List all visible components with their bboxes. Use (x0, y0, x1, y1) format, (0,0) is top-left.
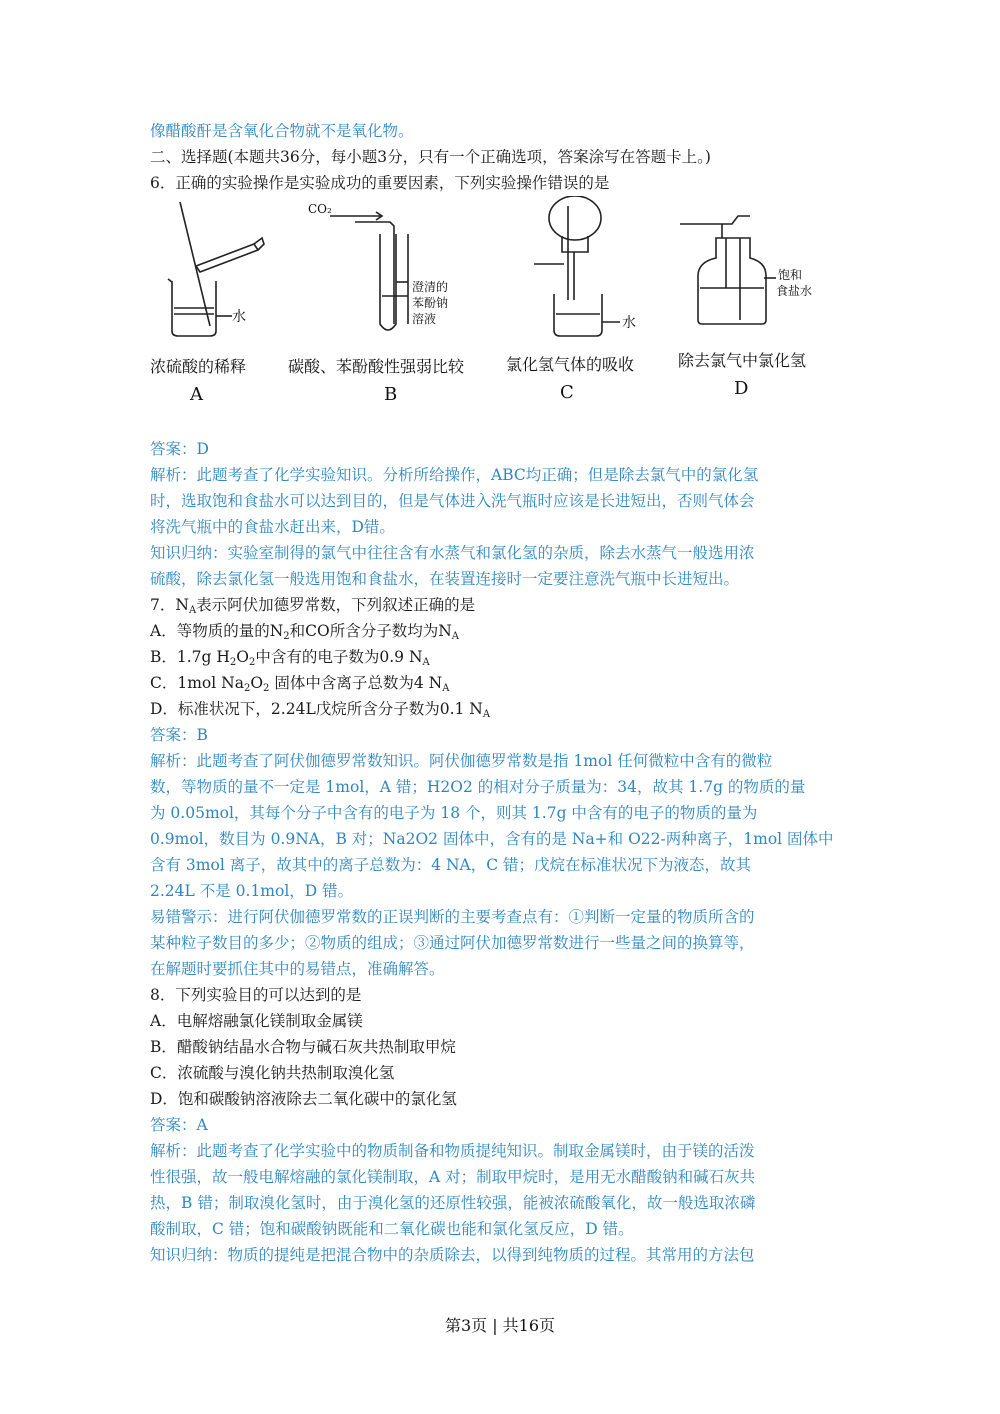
question-6: 6．正确的实验操作是实验成功的重要因素，下列实验操作错误的是 (150, 174, 610, 192)
option-b: B．醋酸钠结晶水合物与碱石灰共热制取甲烷 (150, 1038, 456, 1056)
question-7: 7．$N_A$表示阿伏加德罗常数，下列叙述正确的是 (150, 596, 476, 616)
letter-d: D (734, 378, 749, 399)
analysis-line: 0.9mol，数目为 0.9NA，B 对；Na2O2 固体中，含有的是 Na+和 O22-两种离子，1mol 固体中 (150, 830, 834, 848)
caption-a: 浓硫酸的稀释 (150, 357, 247, 376)
option-a: A．电解熔融氯化镁制取金属镁 (150, 1012, 363, 1030)
graduated-cylinder (196, 244, 258, 272)
warning-line: 某种粒子数目的多少；②物质的组成；③通过阿伏加德罗常数进行一些量之间的换算等， (150, 934, 755, 952)
warning-line: 易错警示：进行阿伏伽德罗常数的正误判断的主要考查点有：①判断一定量的物质所含的 (150, 908, 755, 926)
flask-c (549, 196, 601, 240)
answer-7: 答案：B (150, 726, 208, 744)
option-d: D．饱和碳酸钠溶液除去二氧化碳中的氯化氢 (150, 1090, 457, 1108)
option-b: B．1.7g $H_2O_2$中含有的电子数为0.9 $N_A$ (150, 648, 430, 668)
answer-6: 答案：D (150, 440, 209, 458)
label-d1: 饱和 (778, 268, 803, 282)
label-d2: 食盐水 (776, 284, 813, 298)
option-c: C．浓硫酸与溴化钠共热制取溴化氢 (150, 1064, 395, 1082)
experiment-figure (150, 196, 870, 420)
analysis-line: 性很强，故一般电解熔融的氯化镁制取，A 对；制取甲烷时，是用无水醋酸钠和碱石灰共 (150, 1168, 756, 1186)
label-co2: CO₂ (308, 202, 332, 216)
letter-a: A (190, 384, 203, 405)
analysis-line: 含有 3mol 离子，故其中的离子总数为：4 NA，C 错；戊烷在标准状况下为液态，故其 (150, 856, 752, 874)
section-heading: 二、选择题(本题共36分，每小题3分，只有一个正确选项，答案涂写在答题卡上。) (150, 148, 711, 166)
knowledge-line: 知识归纳：实验室制得的氯气中往往含有水蒸气和氯化氢的杂质，除去水蒸气一般选用浓 (150, 544, 755, 562)
analysis-line: 数，等物质的量不一定是 1mol，A 错；H2O2 的相对分子质量为：34，故其 1.7g 的物质的量 (150, 778, 806, 796)
analysis-line: 2.24L 不是 0.1mol，D 错。 (150, 882, 354, 900)
knowledge-line: 知识归纳：物质的提纯是把混合物中的杂质除去，以得到纯物质的过程。其常用的方法包 (150, 1246, 755, 1264)
warning-line: 在解题时要抓住其中的易错点，准确解答。 (150, 960, 445, 978)
label-water-a: 水 (232, 309, 246, 325)
caption-b: 碳酸、苯酚酸性强弱比较 (288, 357, 465, 376)
letter-b: B (384, 384, 398, 405)
caption-c: 氯化氢气体的吸收 (506, 355, 635, 374)
analysis-line: 解析：此题考查了化学实验中的物质制备和物质提纯知识。制取金属镁时，由于镁的活泼 (150, 1142, 755, 1160)
answer-8: 答案：A (150, 1116, 208, 1134)
analysis-line: 解析：此题考查了化学实验知识。分析所给操作，ABC均正确；但是除去氯气中的氯化氢 (150, 466, 759, 484)
analysis-line: 将洗气瓶中的食盐水赶出来，D错。 (150, 518, 395, 536)
apparatus-drawings (150, 196, 870, 420)
caption-d: 除去氯气中氯化氢 (678, 351, 807, 370)
wash-bottle-d (698, 238, 766, 324)
analysis-line: 为 0.05mol，其每个分子中含有的电子为 18 个，则其 1.7g 中含有的电子的物质的量为 (150, 804, 758, 822)
question-8: 8．下列实验目的可以达到的是 (150, 986, 362, 1004)
analysis-line: 热，B 错；制取溴化氢时，由于溴化氢的还原性较强，能被浓硫酸氧化，故一般选取浓磷 (150, 1194, 756, 1212)
analysis-line: 时，选取饱和食盐水可以达到目的，但是气体进入洗气瓶时应该是长进短出，否则气体会 (150, 492, 755, 510)
knowledge-line: 硫酸，除去氯化氢一般选用饱和食盐水，在装置连接时一定要注意洗气瓶中长进短出。 (150, 570, 740, 588)
label-b1: 澄清的 (412, 280, 449, 294)
label-water-c: 水 (622, 315, 636, 331)
analysis-line: 解析：此题考查了阿伏伽德罗常数知识。阿伏伽德罗常数是指 1mol 任何微粒中含有的微粒 (150, 752, 773, 770)
page-footer: 第3页 | 共16页 (444, 1316, 556, 1335)
text-line: 像醋酸酐是含氧化合物就不是氧化物。 (150, 122, 414, 140)
label-b2: 苯酚钠 (412, 296, 449, 310)
option-c: C．1mol $Na_2O_2$ 固体中含离子总数为4 $N_A$ (150, 674, 450, 694)
letter-c: C (560, 382, 574, 403)
option-d: D．标准状况下，2.24L戊烷所含分子数为0.1 $N_A$ (150, 700, 491, 720)
label-b3: 溶液 (412, 312, 437, 326)
option-a: A．等物质的量的$N_2$和CO所含分子数均为$N_A$ (150, 622, 460, 642)
analysis-line: 酸制取，C 错；饱和碳酸钠既能和二氧化碳也能和氯化氢反应，D 错。 (150, 1220, 634, 1238)
